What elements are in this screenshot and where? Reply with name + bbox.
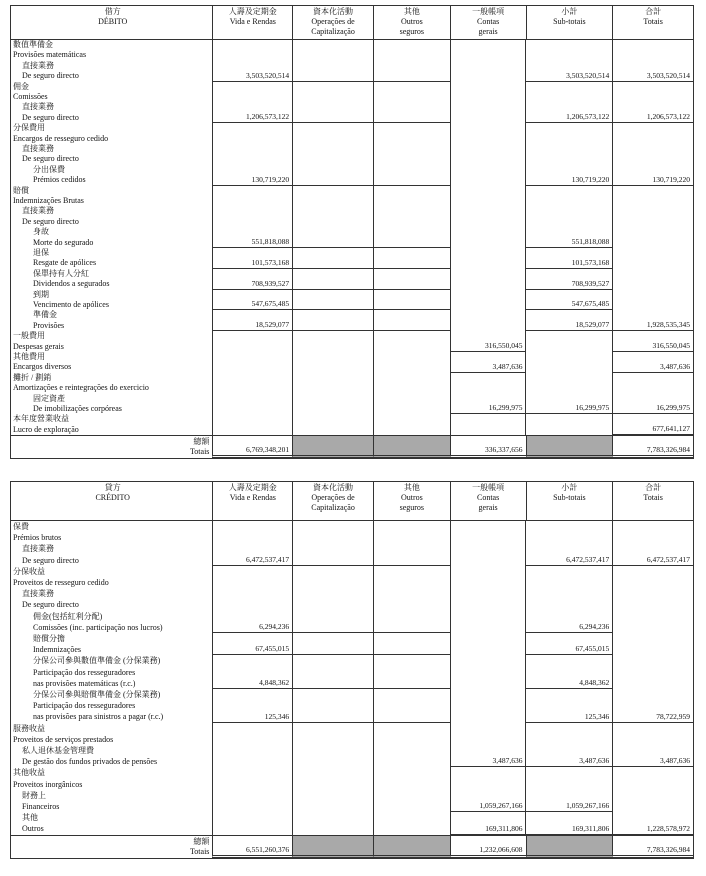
value-cell: 6,294,236 (525, 566, 612, 633)
row-label-line: Indemnizações (33, 645, 81, 655)
value-cell (292, 352, 373, 373)
value-cell (292, 248, 373, 269)
row-label-line: Lucro de exploração (13, 424, 79, 434)
value-cell (292, 123, 373, 185)
value-cell: 16,299,975 (612, 373, 693, 415)
value-cell (525, 352, 612, 373)
row-label-line: nas provisões matemáticas (r.c.) (33, 678, 136, 688)
debit-row (11, 248, 693, 269)
row-label-line: De seguro directo (22, 555, 79, 565)
debit-table (10, 5, 694, 459)
value-cell: 3,503,520,514 (525, 40, 612, 82)
row-label-line: 直接業務 (22, 589, 54, 599)
debit-header (11, 6, 693, 40)
column-header (292, 6, 373, 39)
column-header (450, 482, 526, 520)
debit-row (11, 290, 693, 311)
value-cell (450, 290, 526, 311)
value-cell (525, 414, 612, 435)
value-cell: 18,529,077 (212, 310, 292, 331)
credit-row (11, 812, 693, 834)
row-label-line: De seguro directo (22, 216, 79, 226)
debit-title-pt: DÉBITO (98, 17, 128, 26)
total-cell (373, 836, 450, 858)
value-cell: 4,848,362 (212, 655, 292, 689)
row-label-line: Indemnizações Brutas (13, 195, 84, 205)
column-header-pt: Contas (476, 17, 500, 26)
debit-totals-label (11, 436, 212, 458)
column-header-pt: Operações de (311, 493, 355, 502)
row-label-line: 直接業務 (22, 102, 54, 112)
debit-row-label (11, 331, 212, 352)
value-cell (373, 310, 450, 331)
value-cell (212, 373, 292, 415)
total-cell: 6,769,348,201 (212, 436, 292, 458)
debit-row (11, 186, 693, 248)
value-cell: 3,487,636 (450, 352, 526, 373)
row-label-line: 直接業務 (22, 60, 54, 70)
debit-row (11, 40, 693, 82)
credit-row-label (11, 689, 212, 723)
value-cell: 316,550,045 (612, 331, 693, 352)
value-cell: 1,206,573,122 (525, 82, 612, 124)
value-cell (373, 566, 450, 633)
value-cell (212, 331, 292, 352)
value-cell (292, 521, 373, 566)
value-cell: 1,059,267,166 (525, 767, 612, 812)
value-cell (292, 812, 373, 834)
column-header-pt: Capitalização (311, 503, 355, 512)
column-header (373, 482, 450, 520)
row-label-line: 直接業務 (22, 144, 54, 153)
row-label-line: 直接業務 (22, 206, 54, 216)
value-cell (373, 633, 450, 655)
column-header (212, 482, 292, 520)
value-cell: 101,573,168 (212, 248, 292, 269)
value-cell: 547,675,485 (212, 290, 292, 311)
column-header-zh: 一般帳項 (472, 7, 505, 16)
column-header (526, 482, 613, 520)
credit-row (11, 689, 693, 723)
debit-totals-row (11, 435, 693, 458)
row-label-line: Resgate de apólices (33, 258, 97, 268)
row-label-line: De gestão dos fundos privados de pensões (22, 757, 158, 767)
row-label-line: 直接業務 (22, 544, 54, 554)
row-label-line: 身故 (33, 227, 49, 237)
credit-row (11, 633, 693, 655)
value-cell (612, 269, 693, 290)
debit-title-zh: 借方 (104, 7, 121, 16)
column-header-pt: Contas (476, 493, 500, 502)
row-label-line: Encargos de resseguro cedido (13, 133, 109, 143)
value-cell (292, 767, 373, 812)
credit-row-label (11, 521, 212, 566)
value-cell: 1,928,535,345 (612, 310, 693, 331)
value-cell (450, 566, 526, 633)
value-cell (373, 248, 450, 269)
row-label-line: 分保收益 (13, 566, 45, 576)
value-cell (450, 310, 526, 331)
column-header-pt: Capitalização (311, 27, 355, 36)
value-cell (292, 269, 373, 290)
value-cell: 169,311,806 (525, 812, 612, 834)
row-label-line: 佣金 (13, 81, 29, 91)
column-header-pt: gerais (478, 27, 498, 36)
debit-row (11, 352, 693, 373)
row-label-line: 準備金 (33, 310, 57, 320)
credit-row-label (11, 723, 212, 768)
column-header-pt: Vida e Rendas (229, 493, 276, 502)
value-cell: 130,719,220 (212, 123, 292, 185)
credit-row (11, 767, 693, 812)
column-header-pt: Outros (400, 17, 423, 26)
value-cell (212, 767, 292, 812)
row-label-line: 其他收益 (13, 768, 45, 778)
total-cell: 336,337,656 (450, 436, 526, 458)
value-cell (373, 331, 450, 352)
total-cell (292, 436, 373, 458)
value-cell: 125,346 (525, 689, 612, 723)
value-cell: 78,722,959 (612, 689, 693, 723)
value-cell (292, 331, 373, 352)
value-cell (292, 566, 373, 633)
value-cell: 3,487,636 (450, 723, 526, 768)
debit-row (11, 414, 693, 435)
value-cell (212, 812, 292, 834)
credit-title-pt: CRÉDITO (95, 493, 130, 502)
value-cell: 3,487,636 (612, 352, 693, 373)
value-cell (373, 352, 450, 373)
row-label-line: 其他費用 (13, 351, 45, 361)
row-label-line: Proveitos de resseguro cedido (13, 578, 109, 587)
row-label-line: Provisões matemáticas (13, 50, 87, 60)
value-cell (292, 655, 373, 689)
debit-total-pt: Totais (189, 447, 210, 457)
value-cell (373, 414, 450, 435)
value-cell (450, 123, 526, 185)
value-cell (525, 331, 612, 352)
row-label-line: De seguro directo (22, 112, 79, 122)
value-cell: 4,848,362 (525, 655, 612, 689)
row-label-line: 服務收益 (13, 723, 45, 733)
row-label-line: Morte do segurado (33, 237, 94, 247)
value-cell (373, 186, 450, 248)
value-cell (292, 290, 373, 311)
row-label-line: Participação dos resseguradores (33, 667, 136, 677)
value-cell (212, 414, 292, 435)
column-header-zh: 資本化活動 (313, 483, 354, 492)
credit-row-label (11, 566, 212, 633)
value-cell: 1,206,573,122 (612, 82, 693, 124)
value-cell (292, 310, 373, 331)
credit-title (11, 482, 212, 520)
value-cell (373, 521, 450, 566)
value-cell (612, 186, 693, 248)
value-cell (450, 689, 526, 723)
credit-header (11, 482, 693, 521)
total-cell: 7,783,326,984 (612, 436, 693, 458)
value-cell (612, 655, 693, 689)
column-header-zh: 資本化活動 (313, 7, 354, 16)
value-cell (450, 414, 526, 435)
value-cell (373, 290, 450, 311)
debit-row-label (11, 269, 212, 290)
column-header-zh: 合計 (645, 483, 662, 492)
value-cell: 677,641,127 (612, 414, 693, 435)
row-label-line: 本年度營業收益 (13, 414, 69, 424)
value-cell: 708,939,527 (525, 269, 612, 290)
value-cell: 708,939,527 (212, 269, 292, 290)
column-header-zh: 人壽及定期金 (228, 483, 277, 492)
value-cell: 3,487,636 (525, 723, 612, 768)
row-label-line: 分保公司參與數值準備金 (分保業務) (33, 656, 161, 666)
debit-row-label (11, 352, 212, 373)
debit-row-label (11, 310, 212, 331)
row-label-line: 財務上 (22, 790, 46, 800)
row-label-line: Comissões (inc. participação nos lucros) (33, 622, 163, 632)
debit-row (11, 373, 693, 415)
total-cell: 1,232,066,608 (450, 836, 526, 858)
value-cell: 6,294,236 (212, 566, 292, 633)
value-cell: 3,503,520,514 (212, 40, 292, 82)
row-label-line: Encargos diversos (13, 362, 72, 372)
value-cell (373, 40, 450, 82)
value-cell: 169,311,806 (450, 812, 526, 834)
column-header-pt: Vida e Rendas (229, 17, 276, 26)
value-cell (373, 123, 450, 185)
column-header-pt: gerais (478, 503, 498, 512)
value-cell: 1,059,267,166 (450, 767, 526, 812)
row-label-line: Dividendos a segurados (33, 279, 110, 289)
row-label-line: Vencimento de apólices (33, 299, 109, 309)
credit-row-label (11, 633, 212, 655)
total-cell: 6,551,260,376 (212, 836, 292, 858)
total-cell (373, 436, 450, 458)
row-label-line: Proveitos de serviços prestados (13, 734, 114, 744)
value-cell (292, 689, 373, 723)
column-header (450, 6, 526, 39)
value-cell (373, 812, 450, 834)
debit-row-label (11, 414, 212, 435)
value-cell (612, 566, 693, 633)
row-label-line: 分保費用 (13, 123, 45, 133)
column-header (526, 6, 613, 39)
column-header-zh: 人壽及定期金 (228, 7, 277, 16)
row-label-line: 分出保費 (33, 164, 65, 174)
row-label-line: Provisões (33, 320, 65, 330)
debit-row (11, 331, 693, 352)
value-cell: 130,719,220 (612, 123, 693, 185)
column-header-zh: 小計 (561, 7, 578, 16)
row-label-line: De seguro directo (22, 71, 79, 81)
total-cell: 7,783,326,984 (612, 836, 693, 858)
row-label-line: De seguro directo (22, 600, 79, 610)
credit-title-zh: 貸方 (104, 483, 121, 492)
row-label-line: Financeiros (22, 801, 60, 811)
column-header (612, 482, 693, 520)
row-label-line: 數值準備金 (13, 40, 53, 49)
value-cell (450, 82, 526, 124)
value-cell (292, 82, 373, 124)
row-label-line: 分保公司參與賠償準備金 (分保業務) (33, 689, 161, 699)
column-header-zh: 其他 (403, 7, 420, 16)
row-label-line: 攤折 / 劃銷 (13, 372, 52, 382)
row-label-line: De seguro directo (22, 154, 79, 164)
column-header-pt: Outros (400, 493, 423, 502)
debit-row (11, 123, 693, 185)
value-cell: 16,299,975 (525, 373, 612, 415)
value-cell: 551,818,088 (212, 186, 292, 248)
row-label-line: 其他 (22, 813, 38, 823)
credit-total-zh: 總額 (193, 836, 210, 846)
value-cell (212, 723, 292, 768)
value-cell (373, 767, 450, 812)
credit-row (11, 566, 693, 633)
credit-row-label (11, 812, 212, 834)
value-cell: 67,455,015 (212, 633, 292, 655)
row-label-line: 保單持有人分紅 (33, 268, 89, 278)
debit-row (11, 310, 693, 331)
value-cell (373, 723, 450, 768)
column-header (292, 482, 373, 520)
value-cell (612, 633, 693, 655)
row-label-line: 佣金(包括紅利分配) (33, 611, 103, 621)
row-label-line: Prémios brutos (13, 533, 62, 543)
credit-totals-row (11, 835, 693, 858)
debit-title (11, 6, 212, 39)
credit-row (11, 655, 693, 689)
column-header-pt: Totais (643, 17, 663, 26)
row-label-line: 保費 (13, 522, 29, 531)
credit-total-pt: Totais (189, 846, 210, 856)
column-header-pt: Sub-totais (553, 17, 586, 26)
row-label-line: Comissões (13, 92, 48, 101)
column-header-pt: Operações de (311, 17, 355, 26)
column-header-zh: 小計 (561, 483, 578, 492)
value-cell: 67,455,015 (525, 633, 612, 655)
value-cell (292, 40, 373, 82)
row-label-line: Outros (22, 824, 44, 834)
value-cell: 6,472,537,417 (612, 521, 693, 566)
debit-row-label (11, 186, 212, 248)
value-cell (450, 633, 526, 655)
value-cell (373, 269, 450, 290)
debit-row-label (11, 373, 212, 415)
value-cell (612, 290, 693, 311)
value-cell: 130,719,220 (525, 123, 612, 185)
credit-totals-label (11, 836, 212, 858)
total-cell (526, 836, 613, 858)
column-header-pt: seguros (399, 27, 425, 36)
total-cell (526, 436, 613, 458)
credit-row (11, 521, 693, 566)
value-cell (212, 352, 292, 373)
value-cell (450, 269, 526, 290)
column-header-pt: Totais (643, 493, 663, 502)
value-cell (292, 186, 373, 248)
row-label-line: nas provisões para sinistros a pagar (r.c.) (33, 712, 164, 722)
value-cell (292, 373, 373, 415)
row-label-line: De imobilizações corpóreas (33, 403, 122, 413)
column-header-zh: 其他 (403, 483, 420, 492)
column-header-zh: 一般帳項 (472, 483, 505, 492)
value-cell (612, 248, 693, 269)
value-cell: 3,487,636 (612, 723, 693, 768)
credit-row-label (11, 767, 212, 812)
value-cell: 6,472,537,417 (525, 521, 612, 566)
value-cell: 125,346 (212, 689, 292, 723)
value-cell (450, 186, 526, 248)
value-cell (292, 414, 373, 435)
row-label-line: Prémios cedidos (33, 175, 86, 185)
debit-row (11, 82, 693, 124)
value-cell: 101,573,168 (525, 248, 612, 269)
value-cell (373, 689, 450, 723)
debit-total-zh: 總額 (193, 437, 210, 447)
value-cell (450, 248, 526, 269)
row-label-line: Amortizações e reintegrações do exercicio (13, 383, 149, 393)
column-header (612, 6, 693, 39)
value-cell: 1,228,578,972 (612, 812, 693, 834)
value-cell: 547,675,485 (525, 290, 612, 311)
value-cell (450, 40, 526, 82)
credit-row-label (11, 655, 212, 689)
credit-table (10, 481, 694, 859)
column-header (212, 6, 292, 39)
value-cell: 18,529,077 (525, 310, 612, 331)
row-label-line: 私人退休基金管理費 (22, 745, 94, 755)
value-cell: 551,818,088 (525, 186, 612, 248)
column-header-zh: 合計 (645, 7, 662, 16)
value-cell (373, 373, 450, 415)
row-label-line: 到期 (33, 289, 49, 299)
debit-row-label (11, 40, 212, 82)
row-label-line: 一般費用 (13, 331, 45, 341)
value-cell (373, 82, 450, 124)
debit-row-label (11, 248, 212, 269)
row-label-line: 退保 (33, 247, 49, 257)
debit-row-label (11, 123, 212, 185)
row-label-line: Proveitos inorgânicos (13, 779, 83, 789)
credit-row (11, 723, 693, 768)
row-label-line: 賠償 (13, 185, 29, 195)
column-header-pt: Sub-totais (553, 493, 586, 502)
total-cell (292, 836, 373, 858)
column-header (373, 6, 450, 39)
value-cell: 6,472,537,417 (212, 521, 292, 566)
value-cell (450, 521, 526, 566)
value-cell (612, 767, 693, 812)
row-label-line: 賠償分擔 (33, 633, 65, 643)
value-cell (450, 655, 526, 689)
row-label-line: 固定資產 (33, 393, 65, 403)
row-label-line: Participação dos resseguradores (33, 701, 136, 711)
value-cell: 316,550,045 (450, 331, 526, 352)
column-header-pt: seguros (399, 503, 425, 512)
value-cell (292, 723, 373, 768)
value-cell (373, 655, 450, 689)
value-cell (292, 633, 373, 655)
row-label-line: Despesas gerais (13, 341, 64, 351)
debit-row-label (11, 290, 212, 311)
debit-row (11, 269, 693, 290)
value-cell: 3,503,520,514 (612, 40, 693, 82)
debit-row-label (11, 82, 212, 124)
value-cell: 16,299,975 (450, 373, 526, 415)
value-cell: 1,206,573,122 (212, 82, 292, 124)
